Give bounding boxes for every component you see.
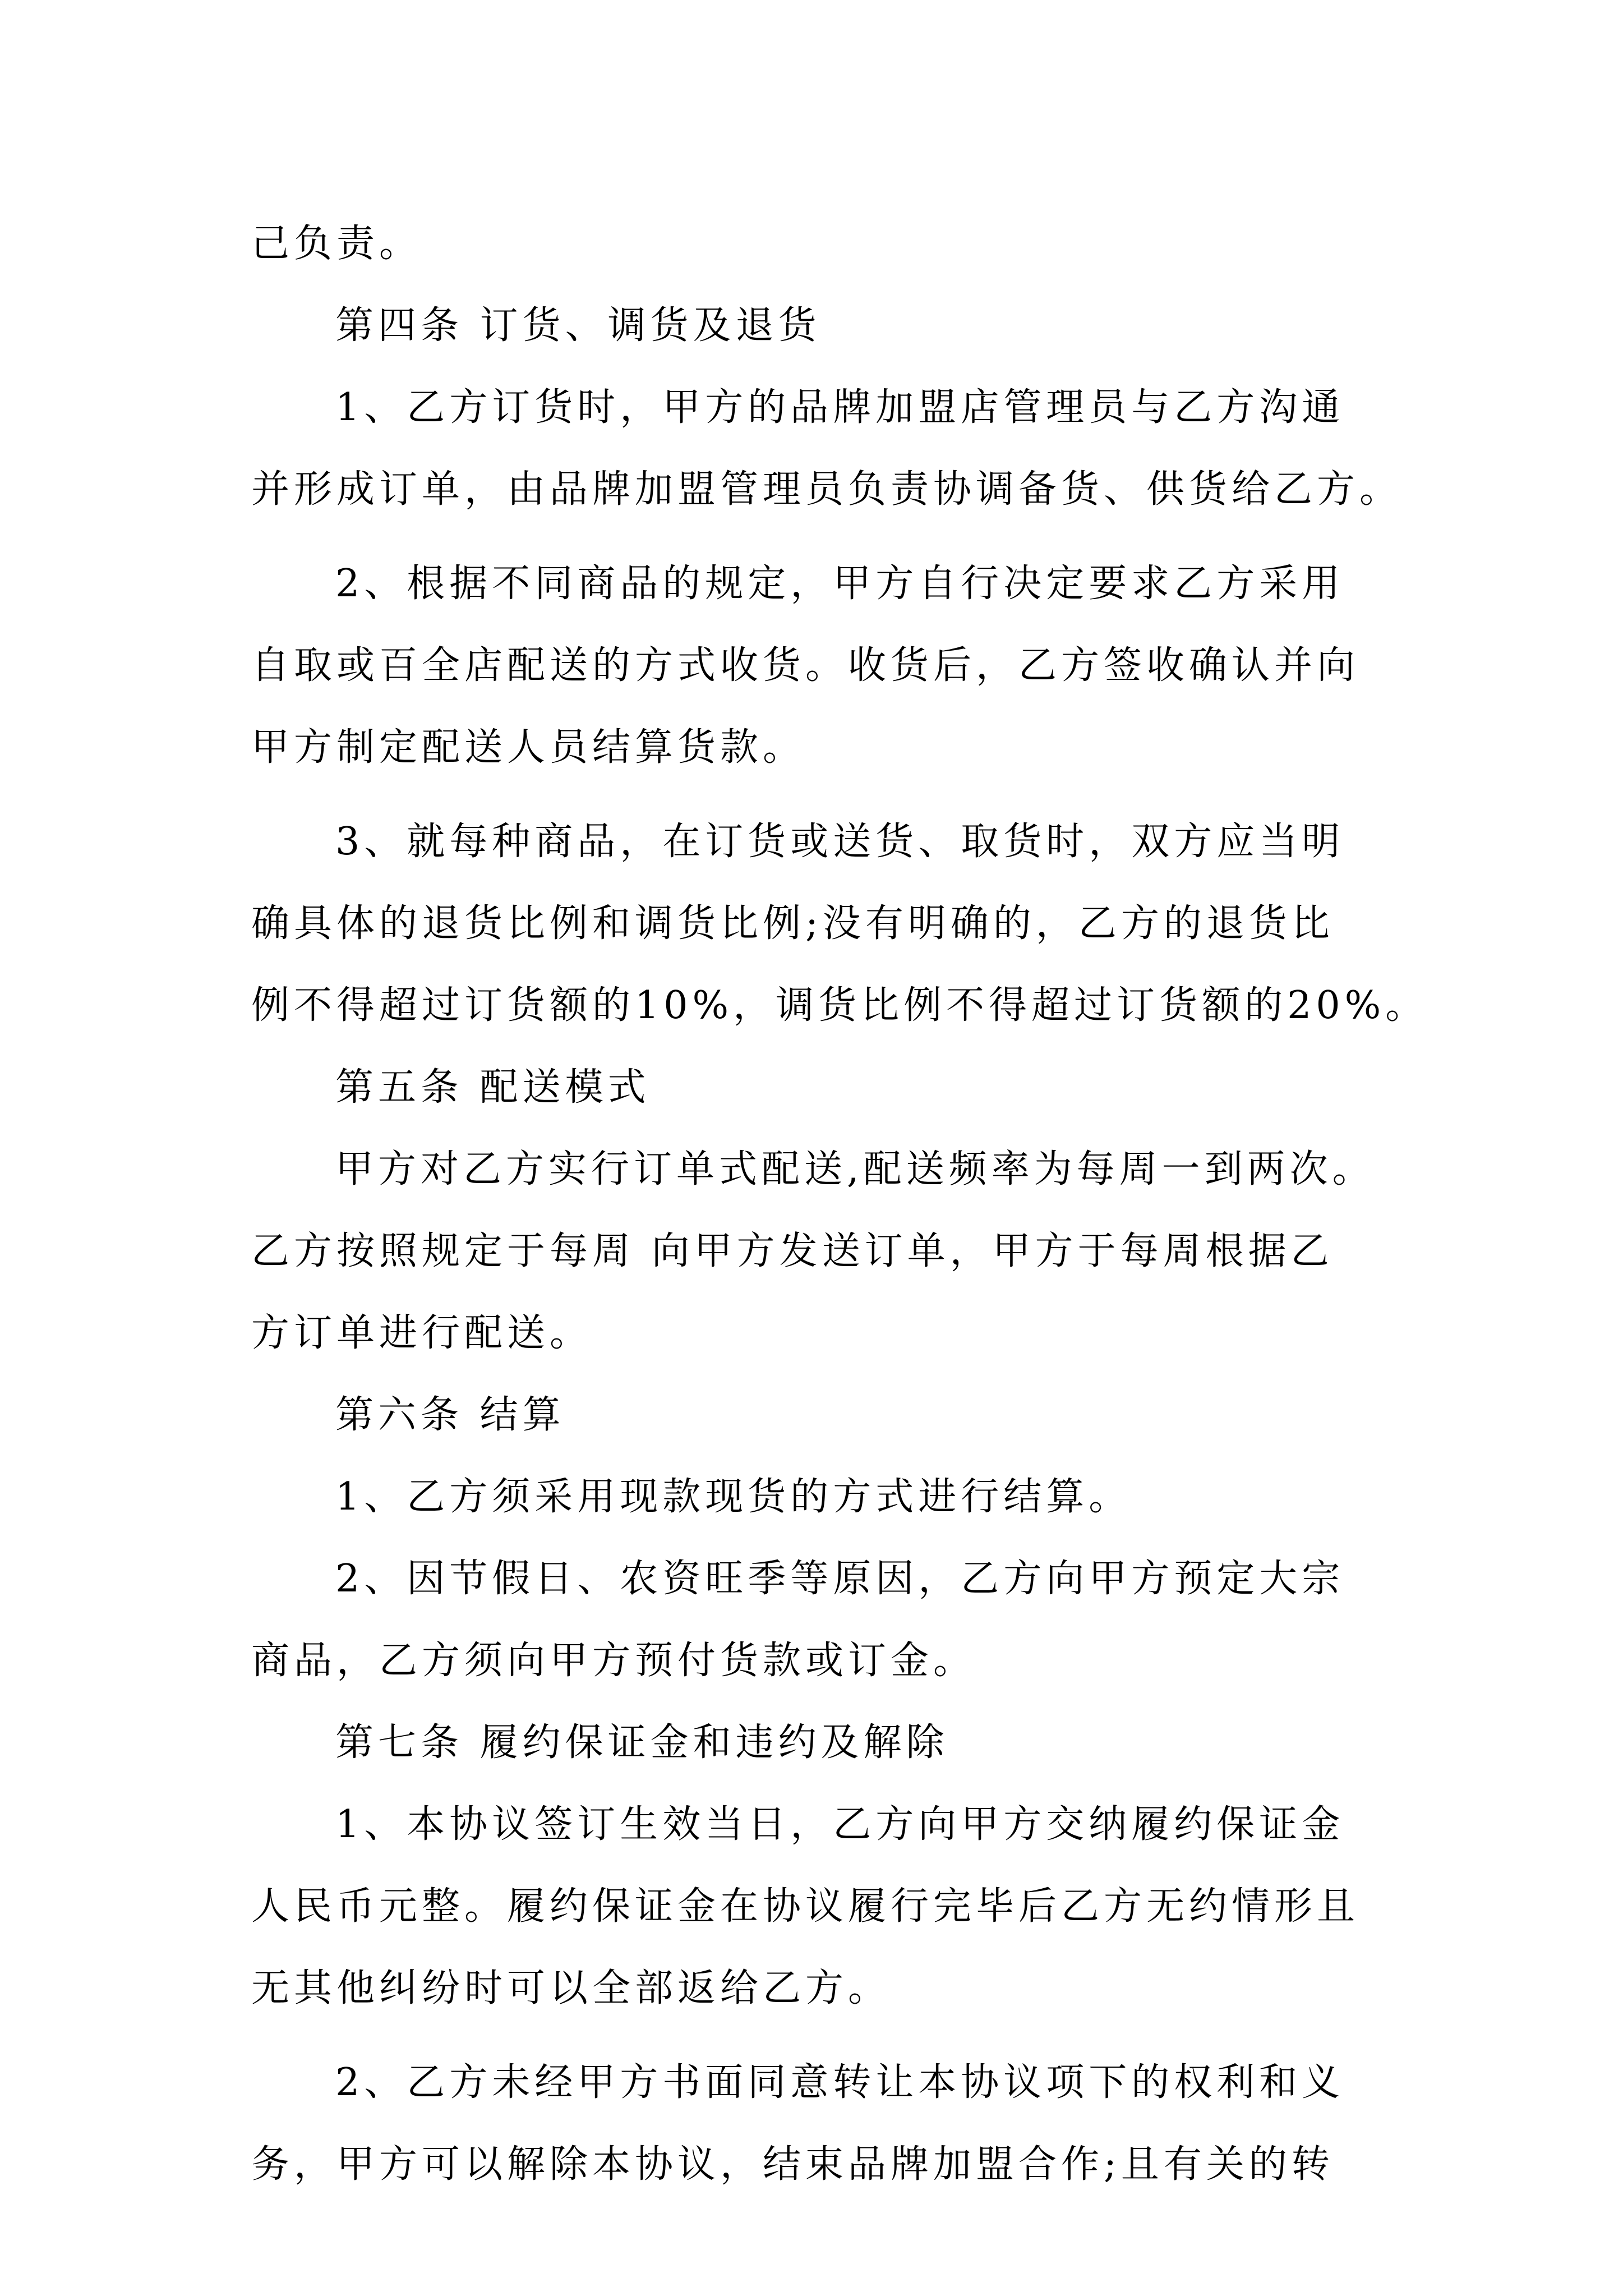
document-body [251, 203, 1428, 2206]
paragraph-line: 务，甲方可以解除本协议，结束品牌加盟合作;且有关的转 [251, 2142, 1334, 2187]
paragraph-line: 1、乙方订货时，甲方的品牌加盟店管理员与乙方沟通 [335, 385, 1345, 430]
paragraph-line: 2、根据不同商品的规定，甲方自行决定要求乙方采用 [335, 562, 1345, 606]
section-heading-7: 第七条 履约保证金和违约及解除 [335, 1720, 949, 1765]
paragraph-line: 自取或百全店配送的方式收货。收货后，乙方签收确认并向 [251, 643, 1360, 688]
paragraph-line: 甲方制定配送人员结算货款。 [251, 725, 806, 770]
paragraph-line: 1、乙方须采用现款现货的方式进行结算。 [335, 1475, 1132, 1519]
paragraph-line: 并形成订单，由品牌加盟管理员负责协调备货、供货给乙方。 [251, 467, 1403, 512]
section-heading-4: 第四条 订货、调货及退货 [335, 303, 821, 348]
paragraph-line: 人民币元整。履约保证金在协议履行完毕后乙方无约情形且 [251, 1884, 1360, 1929]
paragraph-line: 无其他纠纷时可以全部返给乙方。 [251, 1966, 891, 2010]
paragraph-line: 1、本协议签订生效当日，乙方向甲方交纳履约保证金 [335, 1802, 1345, 1847]
paragraph-line: 己负责。 [251, 222, 422, 266]
paragraph-line: 商品，乙方须向甲方预付货款或订金。 [251, 1639, 976, 1683]
section-heading-5: 第五条 配送模式 [335, 1065, 651, 1110]
paragraph-line: 确具体的退货比例和调货比例;没有明确的，乙方的退货比 [251, 901, 1334, 946]
paragraph-line: 方订单进行配送。 [251, 1311, 593, 1355]
section-heading-6: 第六条 结算 [335, 1393, 565, 1437]
paragraph-line: 甲方对乙方实行订单式配送,配送频率为每周一到两次。 [335, 1147, 1375, 1191]
paragraph-line: 3、就每种商品，在订货或送货、取货时，双方应当明 [335, 820, 1345, 864]
paragraph-line: 例不得超过订货额的10%，调货比例不得超过订货额的20%。 [251, 983, 1428, 1028]
paragraph-line: 2、因节假日、农资旺季等原因，乙方向甲方预定大宗 [335, 1557, 1345, 1601]
paragraph-line: 2、乙方未经甲方书面同意转让本协议项下的权利和义 [335, 2060, 1345, 2105]
paragraph-line: 乙方按照规定于每周 向甲方发送订单，甲方于每周根据乙 [251, 1229, 1334, 1273]
